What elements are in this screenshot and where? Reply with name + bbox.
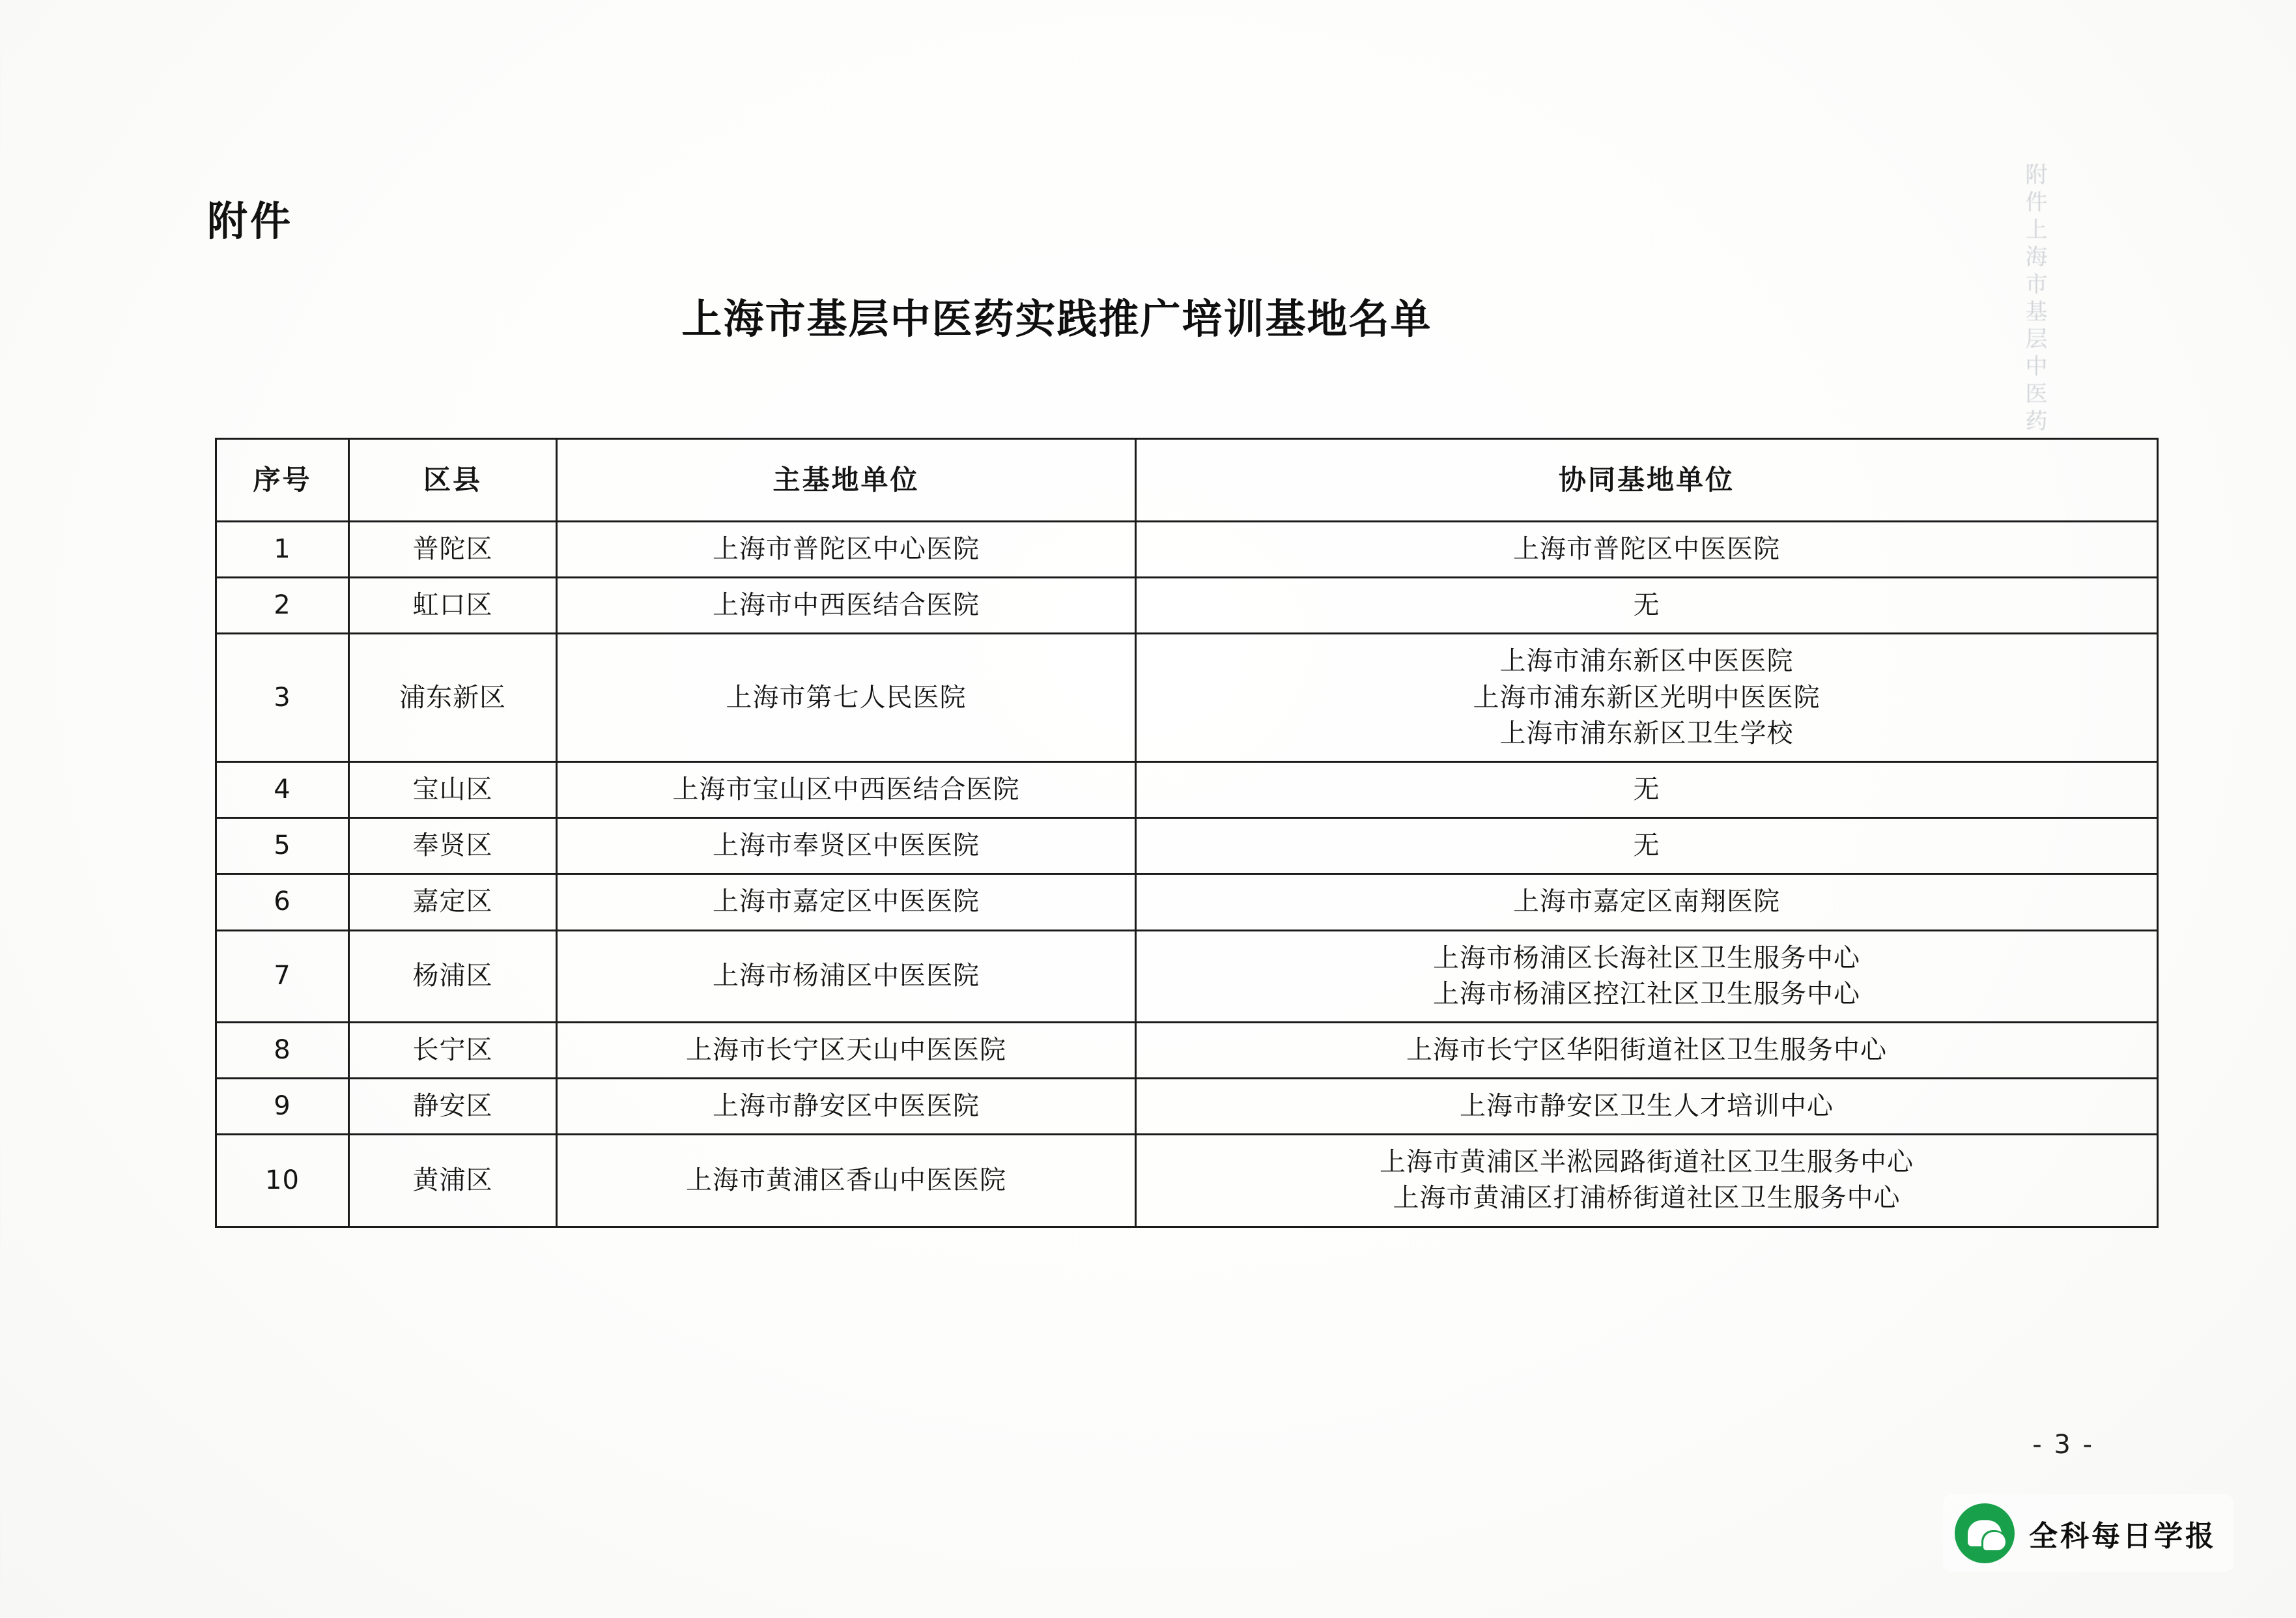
coop-base-line: 上海市长宁区华阳街道社区卫生服务中心 bbox=[1406, 1034, 1887, 1065]
page-title: 上海市基层中医药实践推广培训基地名单 bbox=[681, 295, 1432, 343]
table-body bbox=[216, 522, 2158, 1227]
watermark-label: 全科每日学报 bbox=[2029, 1520, 2217, 1553]
cell-main-base: 上海市奉贤区中医医院 bbox=[557, 818, 1136, 874]
cell-main-base: 上海市中西医结合医院 bbox=[557, 578, 1136, 634]
header-main-base: 主基地单位 bbox=[557, 439, 1136, 522]
cell-district: 虹口区 bbox=[349, 578, 557, 634]
cell-district: 宝山区 bbox=[349, 761, 557, 817]
coop-base-line: 上海市静安区卫生人才培训中心 bbox=[1460, 1091, 1834, 1122]
cell-main-base: 上海市宝山区中西医结合医院 bbox=[557, 761, 1136, 817]
cell-coop-base bbox=[1136, 1135, 2158, 1227]
coop-base-line: 上海市浦东新区中医医院 bbox=[1499, 646, 1794, 677]
cell-no: 7 bbox=[216, 930, 349, 1022]
coop-base-line: 上海市杨浦区控江社区卫生服务中心 bbox=[1433, 978, 1860, 1009]
cell-coop-base bbox=[1136, 874, 2158, 930]
cell-coop-base bbox=[1136, 930, 2158, 1022]
cell-no: 10 bbox=[216, 1135, 349, 1227]
cell-coop-base bbox=[1136, 818, 2158, 874]
cell-main-base: 上海市第七人民医院 bbox=[557, 634, 1136, 762]
cell-no: 2 bbox=[216, 578, 349, 634]
coop-base-line: 上海市黄浦区打浦桥街道社区卫生服务中心 bbox=[1393, 1183, 1901, 1214]
cell-no: 5 bbox=[216, 818, 349, 874]
coop-base-line: 上海市黄浦区半淞园路街道社区卫生服务中心 bbox=[1380, 1147, 1914, 1178]
cell-coop-base bbox=[1136, 1079, 2158, 1135]
cell-no: 9 bbox=[216, 1079, 349, 1135]
cell-main-base: 上海市黄浦区香山中医医院 bbox=[557, 1135, 1136, 1227]
table-row bbox=[216, 1135, 2158, 1227]
cell-district: 杨浦区 bbox=[349, 930, 557, 1022]
cell-district: 静安区 bbox=[349, 1079, 557, 1135]
cell-no: 8 bbox=[216, 1022, 349, 1078]
table-header-row bbox=[216, 439, 2158, 522]
coop-base-line: 上海市浦东新区卫生学校 bbox=[1499, 718, 1794, 748]
cell-coop-base bbox=[1136, 522, 2158, 578]
leaf-icon bbox=[1955, 1503, 2015, 1563]
cell-coop-base bbox=[1136, 634, 2158, 762]
table-row bbox=[216, 522, 2158, 578]
coop-base-line: 无 bbox=[1633, 774, 1660, 804]
table-row bbox=[216, 930, 2158, 1022]
coop-base-line: 上海市杨浦区长海社区卫生服务中心 bbox=[1433, 943, 1860, 973]
coop-base-line: 无 bbox=[1633, 590, 1660, 621]
cell-district: 长宁区 bbox=[349, 1022, 557, 1078]
cell-main-base: 上海市普陀区中心医院 bbox=[557, 522, 1136, 578]
coop-base-line: 无 bbox=[1633, 830, 1660, 861]
table-row bbox=[216, 818, 2158, 874]
cell-district: 嘉定区 bbox=[349, 874, 557, 930]
training-base-table bbox=[215, 438, 2159, 1228]
cell-coop-base bbox=[1136, 578, 2158, 634]
table-row bbox=[216, 578, 2158, 634]
cell-no: 6 bbox=[216, 874, 349, 930]
cell-district: 普陀区 bbox=[349, 522, 557, 578]
cell-main-base: 上海市静安区中医医院 bbox=[557, 1079, 1136, 1135]
cell-no: 3 bbox=[216, 634, 349, 762]
cell-district: 黄浦区 bbox=[349, 1135, 557, 1227]
cell-no: 1 bbox=[216, 522, 349, 578]
cell-no: 4 bbox=[216, 761, 349, 817]
table-row bbox=[216, 1079, 2158, 1135]
header-no: 序号 bbox=[216, 439, 349, 522]
cell-coop-base bbox=[1136, 1022, 2158, 1078]
coop-base-line: 上海市浦东新区光明中医医院 bbox=[1473, 682, 1821, 713]
cell-main-base: 上海市嘉定区中医医院 bbox=[557, 874, 1136, 930]
cell-district: 奉贤区 bbox=[349, 818, 557, 874]
coop-base-line: 上海市普陀区中医医院 bbox=[1513, 534, 1780, 564]
cell-main-base: 上海市长宁区天山中医医院 bbox=[557, 1022, 1136, 1078]
table-row bbox=[216, 634, 2158, 762]
table-row bbox=[216, 1022, 2158, 1078]
cell-district: 浦东新区 bbox=[349, 634, 557, 762]
header-coop-base: 协同基地单位 bbox=[1136, 439, 2158, 522]
cell-coop-base bbox=[1136, 761, 2158, 817]
coop-base-line: 上海市嘉定区南翔医院 bbox=[1513, 887, 1780, 917]
page-number: - 3 - bbox=[2032, 1430, 2094, 1460]
table-row bbox=[216, 874, 2158, 930]
table-row bbox=[216, 761, 2158, 817]
cell-main-base: 上海市杨浦区中医医院 bbox=[557, 930, 1136, 1022]
margin-ghost-text: 附件上海市基层中医药 bbox=[2021, 163, 2047, 436]
watermark-badge bbox=[1943, 1494, 2233, 1572]
attachment-label: 附件 bbox=[207, 197, 294, 245]
header-district: 区县 bbox=[349, 439, 557, 522]
